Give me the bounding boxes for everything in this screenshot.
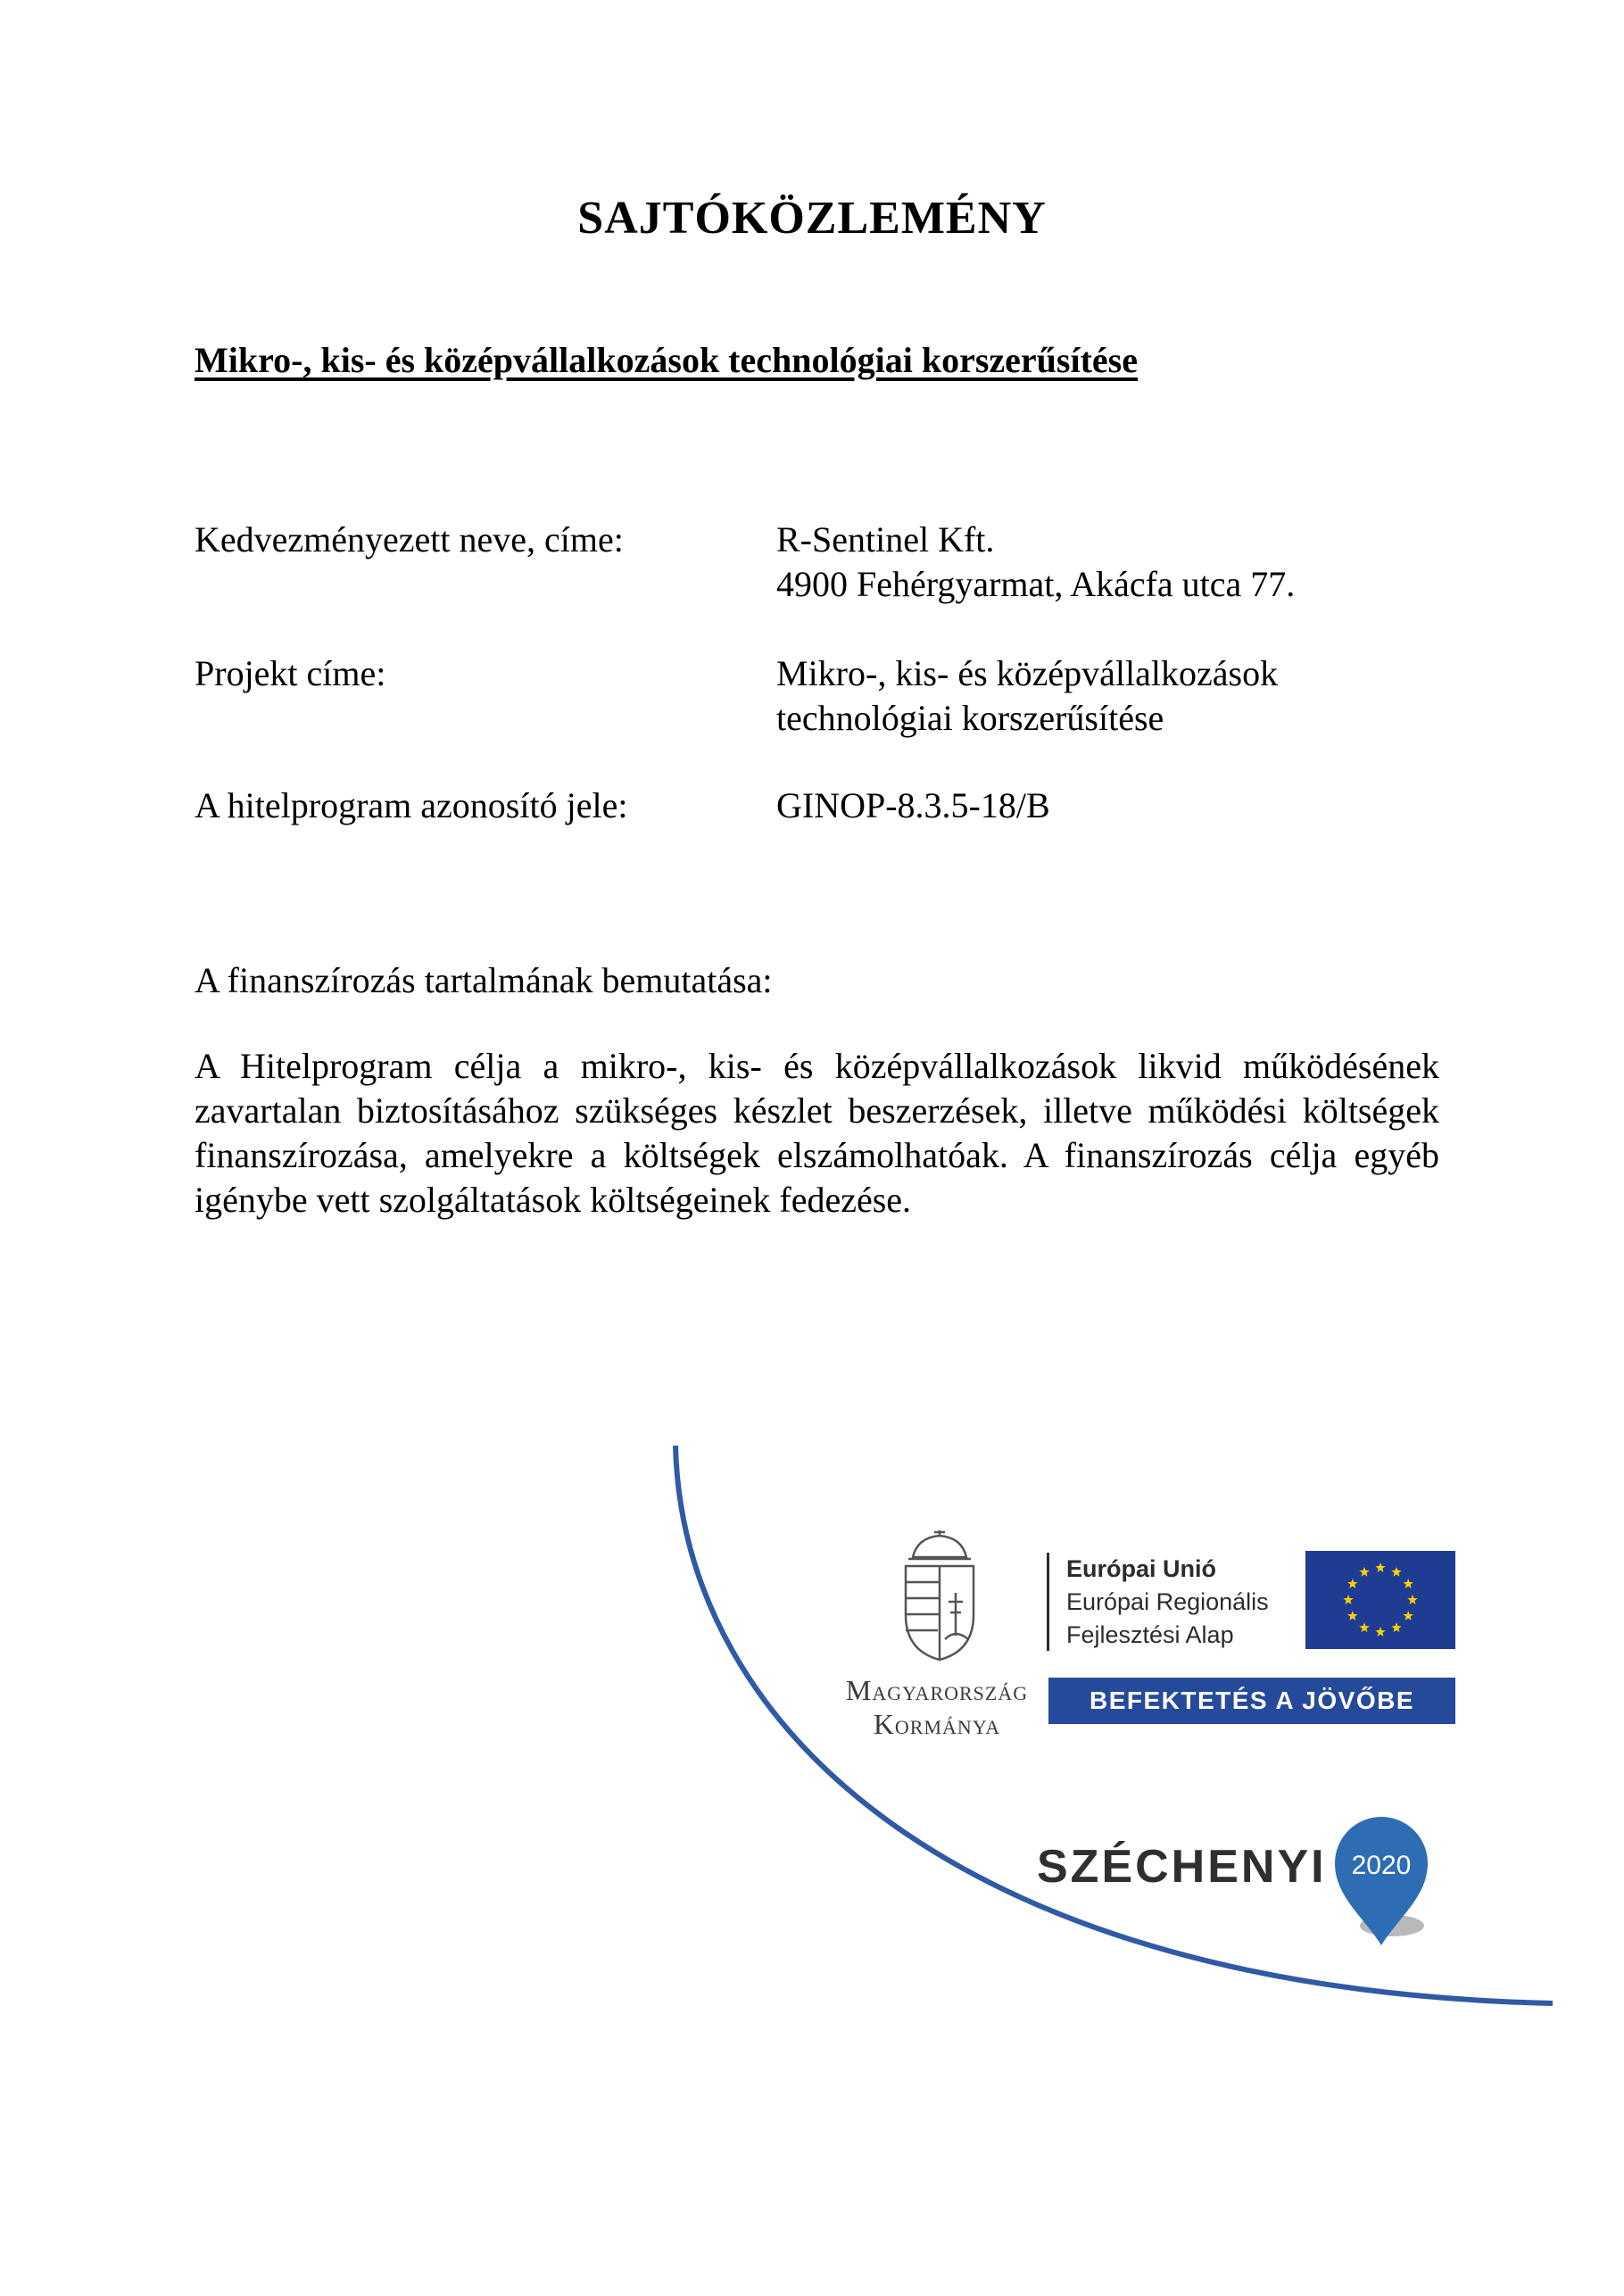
pin-year: 2020	[1351, 1851, 1412, 1880]
szechenyi-2020-pin-icon	[1328, 1811, 1435, 1954]
beneficiary-row	[195, 518, 1444, 616]
logo-divider	[1047, 1553, 1049, 1651]
government-name-line-2: Kormánya	[873, 1708, 1001, 1740]
beneficiary-value	[776, 518, 1295, 607]
eu-star-icon	[1403, 1579, 1413, 1588]
eu-flag-icon	[1305, 1551, 1455, 1649]
project-label: Projekt címe:	[195, 653, 386, 693]
eu-stars	[1305, 1551, 1455, 1649]
decorative-arc	[589, 1446, 1579, 2142]
eu-star-icon	[1359, 1622, 1369, 1632]
page-subtitle: Mikro-, kis- és középvállalkozások technológiai korszerűsítése	[195, 340, 1138, 380]
eu-fund-line-1: Európai Regionális	[1066, 1588, 1269, 1615]
eu-star-icon	[1403, 1611, 1413, 1620]
eu-star-icon	[1407, 1595, 1417, 1604]
eu-star-icon	[1343, 1595, 1353, 1604]
program-label: A hitelprogram azonosító jele:	[195, 785, 628, 825]
funding-logos	[589, 1446, 1579, 2142]
beneficiary-address: 4900 Fehérgyarmat, Akácfa utca 77.	[776, 564, 1296, 604]
project-value	[776, 651, 1278, 741]
eu-star-icon	[1391, 1567, 1401, 1577]
eu-name: Európai Unió	[1066, 1555, 1216, 1582]
eu-star-icon	[1359, 1567, 1369, 1577]
page-title: SAJTÓKÖZLEMÉNY	[577, 193, 1047, 244]
eu-fund-line-2: Fejlesztési Alap	[1066, 1621, 1234, 1648]
project-title-line-2: technológiai korszerűsítése	[776, 698, 1164, 738]
government-name-line-1: Magyarország	[845, 1674, 1029, 1706]
eu-fund-text	[1066, 1553, 1269, 1652]
financing-body: A Hitelprogram célja a mikro-, kis- és középvállalkozások likvid működésének zavartalan biztosításához szükséges készlet beszerzések, illetve működési költségek finanszírozása, amelyekre a költségek elszámolhatóak. A finanszírozás célja egyéb igénybe vett szolgáltatások költségeinek fedezése.	[195, 1046, 1439, 1220]
government-name	[821, 1673, 1053, 1741]
eu-star-icon	[1347, 1611, 1357, 1620]
project-title-line-1: Mikro-, kis- és középvállalkozások	[776, 653, 1279, 693]
program-row	[195, 783, 1444, 837]
szechenyi-wordmark: SZÉCHENYI	[1037, 1841, 1327, 1893]
eu-star-icon	[1375, 1627, 1385, 1637]
eu-star-icon	[1347, 1579, 1357, 1588]
hungarian-coat-of-arms-icon	[886, 1530, 993, 1664]
financing-heading: A finanszírozás tartalmának bemutatása:	[195, 960, 773, 1000]
program-id: GINOP-8.3.5-18/B	[776, 785, 1050, 825]
beneficiary-name: R-Sentinel Kft.	[776, 519, 995, 559]
eu-star-icon	[1391, 1622, 1401, 1632]
investment-banner: BEFEKTETÉS A JÖVŐBE	[1048, 1678, 1455, 1724]
project-row	[195, 651, 1444, 750]
beneficiary-label: Kedvezményezett neve, címe:	[195, 519, 624, 559]
eu-star-icon	[1375, 1562, 1385, 1572]
